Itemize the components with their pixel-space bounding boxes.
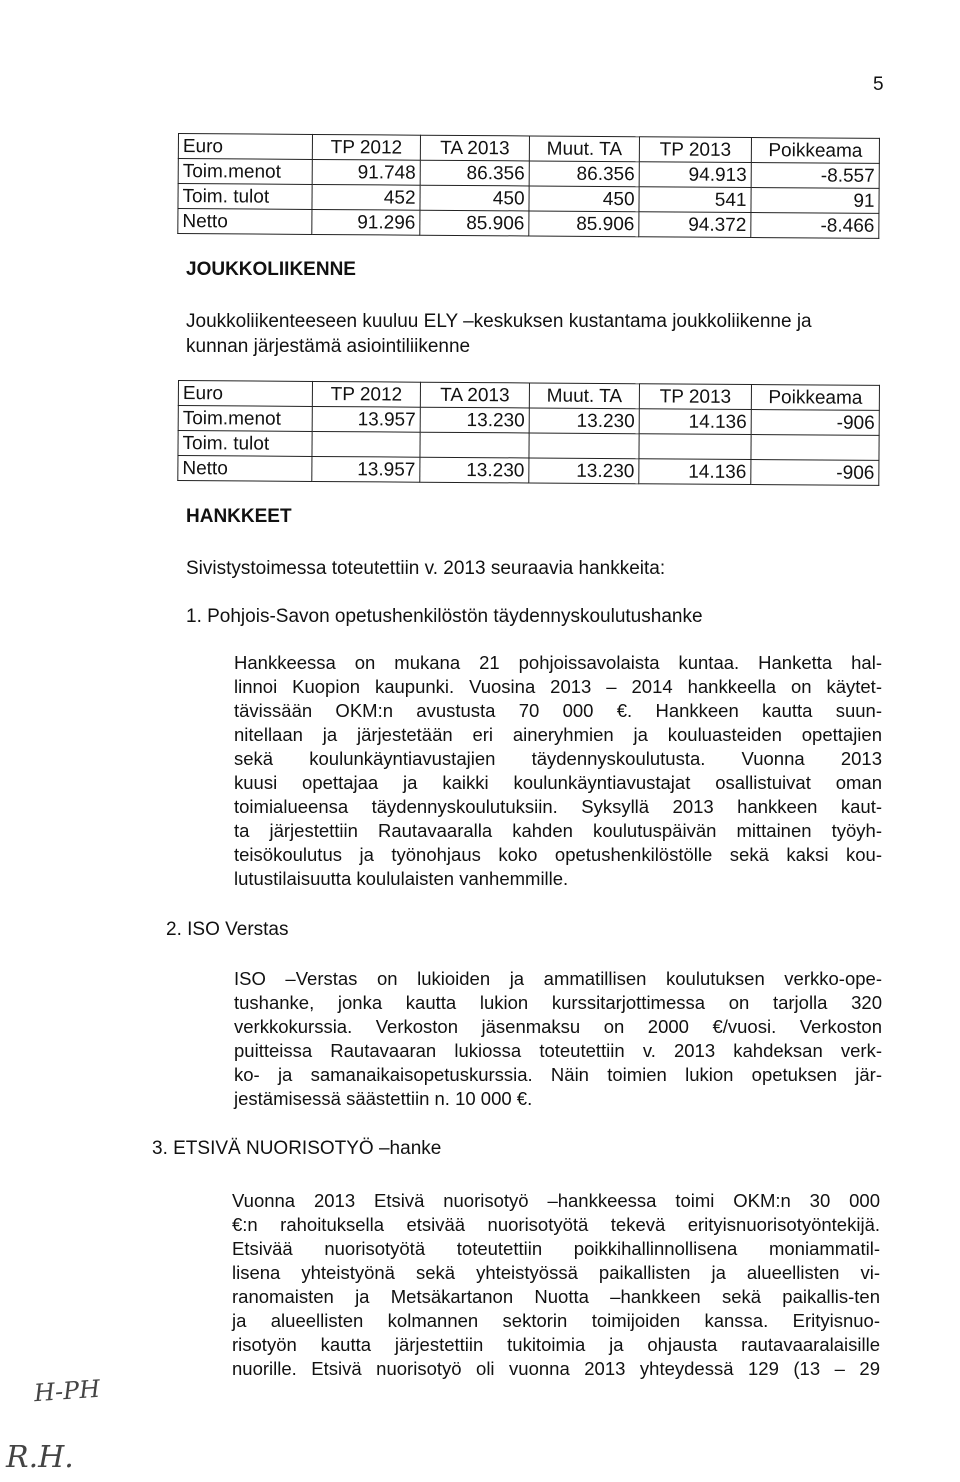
table-cell: 541 (639, 187, 751, 213)
table-cell: Toim.menot (178, 159, 312, 185)
text-line: ranomaisten ja Metsäkartanon Nuotta –hankkeen sekä paikallis-ten (232, 1286, 880, 1307)
section-heading-hankkeet: HANKKEET (186, 506, 292, 527)
table-cell: 85.906 (420, 210, 529, 236)
table-header-cell: Euro (178, 134, 312, 160)
table-header-cell: TP 2013 (639, 137, 751, 163)
table-header-cell: Poikkeama (751, 138, 879, 164)
table-header-cell: TP 2012 (312, 134, 420, 160)
table-cell: -906 (751, 460, 879, 486)
table-cell: 13.230 (529, 408, 639, 434)
table-cell: 14.136 (639, 409, 751, 435)
handwritten-signature: R.H. (6, 1440, 74, 1475)
text-line: kuusi opettajaa ja kaikki koulunkäyntiavustajat osallistuivat oman (234, 772, 882, 793)
hankkeet-intro: Sivistystoimessa toteutettiin v. 2013 seuraavia hankkeita: (186, 558, 666, 579)
table-cell (639, 434, 751, 460)
page-number: 5 (873, 74, 884, 95)
table-header-cell: TP 2012 (312, 381, 420, 407)
table-row (178, 209, 879, 239)
table-header-cell: TA 2013 (420, 135, 529, 161)
text-line: linnoi Kuopion kaupunki. Vuosina 2013 – 2014 hankkeella on käytet- (234, 676, 882, 697)
text-line: ISO –Verstas on lukioiden ja ammatillisen koulutuksen verkko-ope- (234, 968, 882, 989)
table-header-cell: Muut. TA (529, 383, 639, 409)
text-line: Joukkoliikenteeseen kuuluu ELY –keskuksen kustantama joukkoliikenne ja (186, 311, 812, 332)
text-line: €:n rahoituksella etsivää nuorisotyötä tekevä erityisnuorisotyöntekijä. (232, 1214, 880, 1235)
table-cell: 13.230 (420, 457, 529, 483)
text-line: Hankkeessa on mukana 21 pohjoissavolaista kuntaa. Hanketta hal- (234, 652, 882, 673)
table-cell: 91.748 (312, 159, 420, 185)
table-cell: -8.466 (751, 213, 879, 239)
budget-table-2 (177, 380, 880, 486)
text-line: risotyön kautta järjestettiin tukitoimia ja ohjausta rautavaaralaisille (232, 1334, 880, 1355)
table-cell: 85.906 (529, 211, 639, 237)
table-header-cell: Muut. TA (529, 136, 639, 162)
table-cell: Netto (178, 456, 312, 482)
text-line: Etsivää nuorisotyötä toteutettiin poikkihallinnollisena moniammatil- (232, 1238, 880, 1259)
table-cell: 13.957 (312, 456, 420, 482)
text-line: teisökoulutus ja työnohjaus koko opetushenkilöstölle sekä kaksi kou- (234, 844, 882, 865)
text-line: kunnan järjestämä asiointiliikenne (186, 336, 471, 357)
table-cell: 91 (751, 188, 879, 214)
text-line: ko- ja samanaikaisopetuskurssia. Näin toimien lukion opetuksen jär- (234, 1064, 882, 1085)
table-header-cell: Poikkeama (751, 385, 879, 411)
table-row (178, 456, 879, 486)
table-cell (420, 432, 529, 458)
table-cell: -8.557 (751, 163, 879, 189)
section-heading-joukkoliikenne: JOUKKOLIIKENNE (186, 259, 356, 280)
table-cell: 91.296 (312, 209, 420, 235)
table-cell: Netto (178, 209, 312, 235)
text-line: sekä koulunkäyntiavustajien täydennyskoulutusta. Vuonna 2013 (234, 748, 882, 769)
table-cell (751, 435, 879, 461)
text-line: ja alueellisten kolmannen sektorin toimijoiden kanssa. Erityisnuo- (232, 1310, 880, 1331)
table-cell: 13.957 (312, 406, 420, 432)
text-line: tushanke, jonka kautta lukion kurssitarjottimessa on tarjolla 320 (234, 992, 882, 1013)
text-line: nuorille. Etsivä nuorisotyö oli vuonna 2013 yhteydessä 129 (13 – 29 (232, 1358, 880, 1379)
table-cell: 450 (420, 185, 529, 211)
table-cell (529, 433, 639, 459)
text-line: puitteissa Rautavaaran lukiossa toteutettiin v. 2013 kahdeksan verk- (234, 1040, 882, 1061)
project-description (234, 651, 882, 891)
text-line: Vuonna 2013 Etsivä nuorisotyö –hankkeessa toimi OKM:n 30 000 (232, 1190, 880, 1211)
table-cell: 450 (529, 186, 639, 212)
budget-table-1 (177, 133, 880, 239)
table-cell: 94.372 (639, 212, 751, 238)
project-title: 3. ETSIVÄ NUORISOTYÖ –hanke (152, 1138, 442, 1159)
table-header-cell: Euro (178, 381, 312, 407)
table-cell: 94.913 (639, 162, 751, 188)
joukkoliikenne-description (186, 309, 812, 359)
text-line: nitellaan ja järjestetään eri aineryhmien ja kouluasteiden opettajien (234, 724, 882, 745)
project-title: 2. ISO Verstas (166, 919, 289, 940)
table-header-cell: TP 2013 (639, 384, 751, 410)
table-cell (312, 431, 420, 457)
text-line: lutustilaisuutta koululaisten vanhemmille. (234, 868, 569, 889)
table-cell: 86.356 (529, 161, 639, 187)
project-description (234, 967, 882, 1111)
handwritten-initials: H-PH (33, 1374, 102, 1408)
project-title: 1. Pohjois-Savon opetushenkilöstön täydennyskoulutushanke (186, 606, 703, 627)
table-cell: 452 (312, 184, 420, 210)
text-line: lisena yhteistyönä sekä yhteistyössä paikallisten ja alueellisten vi- (232, 1262, 880, 1283)
table-cell: Toim. tulot (178, 184, 312, 210)
project-description (232, 1189, 880, 1381)
table-header-cell: TA 2013 (420, 382, 529, 408)
text-line: ta järjestettiin Rautavaaralla kahden koulutuspäivän mittainen työyh- (234, 820, 882, 841)
text-line: jestämisessä säästettiin n. 10 000 €. (234, 1088, 533, 1109)
table-cell: -906 (751, 410, 879, 436)
text-line: toimialueensa täydennyskoulutuksiin. Syksyllä 2013 hankkeen kaut- (234, 796, 882, 817)
table-cell: 13.230 (529, 458, 639, 484)
table-cell: Toim. tulot (178, 431, 312, 457)
text-line: tävissään OKM:n avustusta 70 000 €. Hankkeen kautta suun- (234, 700, 882, 721)
table-cell: 86.356 (420, 160, 529, 186)
table-cell: Toim.menot (178, 406, 312, 432)
table-cell: 13.230 (420, 407, 529, 433)
text-line: verkkokurssia. Verkoston jäsenmaksu on 2000 €/vuosi. Verkoston (234, 1016, 882, 1037)
table-cell: 14.136 (639, 459, 751, 485)
